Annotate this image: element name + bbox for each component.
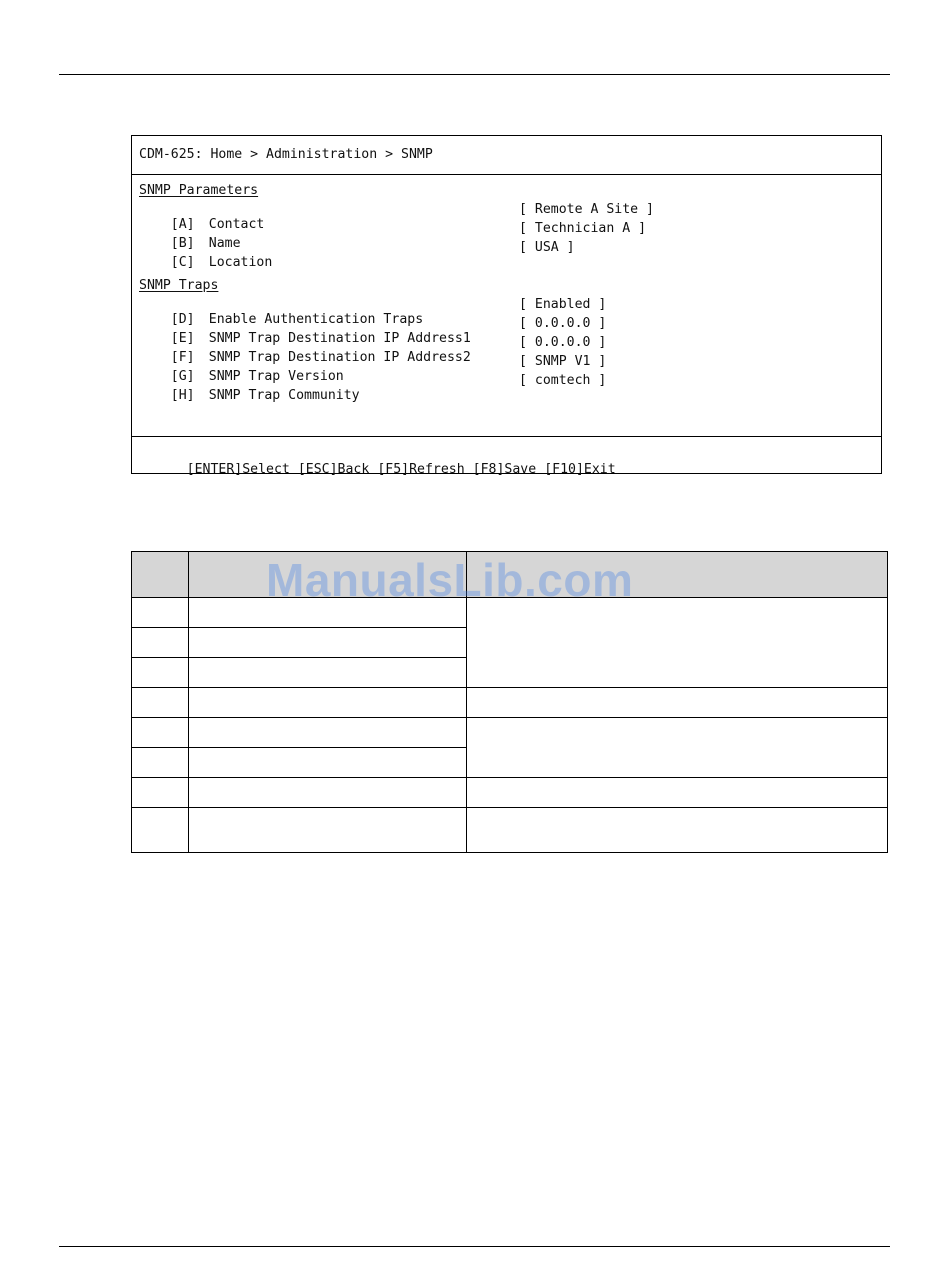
menu-item-trap-community[interactable] — [139, 373, 874, 403]
table-cell — [189, 718, 467, 748]
footer-key-legend — [139, 447, 624, 492]
snmp-terminal-screen — [131, 135, 882, 477]
table-cell — [132, 748, 189, 778]
menu-item-location[interactable] — [139, 240, 874, 270]
table-header-row — [132, 552, 888, 598]
menu-label: Location — [208, 255, 273, 270]
table-cell — [132, 718, 189, 748]
table-cell — [467, 718, 888, 778]
table-cell — [132, 628, 189, 658]
table-cell — [189, 628, 467, 658]
table-cell — [189, 688, 467, 718]
menu-item-trap-dest-ip1[interactable] — [139, 316, 874, 346]
menu-key: [C] — [170, 255, 195, 270]
section-title-snmp-traps: SNMP Traps — [139, 278, 219, 293]
menu-key: [F] — [170, 350, 195, 365]
menu-value: [ SNMP V1 ] — [519, 354, 607, 369]
table-cell — [132, 808, 189, 853]
footer-key-esc[interactable]: [ESC]Back — [297, 462, 370, 477]
footer-key-enter[interactable]: [ENTER]Select — [186, 462, 290, 477]
table-header-cell — [189, 552, 467, 598]
terminal-header — [132, 136, 881, 175]
menu-value: [ USA ] — [519, 240, 575, 255]
menu-key: [G] — [170, 369, 195, 384]
table-row — [132, 598, 888, 628]
terminal-footer — [132, 436, 881, 477]
menu-value: [ 0.0.0.0 ] — [519, 335, 607, 350]
menu-key: [H] — [170, 388, 195, 403]
table-cell — [189, 658, 467, 688]
footer-key-save[interactable]: [F8]Save — [472, 462, 537, 477]
table-cell — [132, 688, 189, 718]
table-cell — [189, 748, 467, 778]
table-row — [132, 778, 888, 808]
menu-label: SNMP Trap Destination IP Address2 — [208, 350, 471, 365]
menu-key: [D] — [170, 312, 195, 327]
table-row — [132, 718, 888, 748]
menu-value: [ 0.0.0.0 ] — [519, 316, 607, 331]
menu-label: SNMP Trap Community — [208, 388, 360, 403]
menu-label: Contact — [208, 217, 265, 232]
table-cell — [467, 778, 888, 808]
menu-label: SNMP Trap Version — [208, 369, 344, 384]
section-title-snmp-parameters: SNMP Parameters — [139, 183, 259, 198]
table-cell — [189, 598, 467, 628]
table-cell — [467, 688, 888, 718]
table-cell — [132, 658, 189, 688]
table-cell — [189, 778, 467, 808]
table-row — [132, 808, 888, 853]
footer-key-exit[interactable]: [F10]Exit — [544, 462, 616, 477]
table-cell — [132, 598, 189, 628]
menu-label: SNMP Trap Destination IP Address1 — [208, 331, 471, 346]
menu-key: [E] — [170, 331, 195, 346]
table-cell — [467, 808, 888, 853]
table-header-cell — [132, 552, 189, 598]
menu-value: [ Technician A ] — [519, 221, 647, 236]
header-rule — [59, 74, 890, 75]
reference-table — [131, 551, 888, 853]
footer-key-refresh[interactable]: [F5]Refresh — [377, 462, 465, 477]
table-row — [132, 688, 888, 718]
menu-key: [A] — [170, 217, 195, 232]
menu-value: [ Enabled ] — [519, 297, 607, 312]
menu-label: Enable Authentication Traps — [208, 312, 424, 327]
table-cell — [467, 598, 888, 688]
menu-key: [B] — [170, 236, 195, 251]
table-cell — [132, 778, 189, 808]
menu-value: [ Remote A Site ] — [519, 202, 654, 217]
watermark: ManualsLib.com — [266, 554, 634, 606]
table-cell — [189, 808, 467, 853]
menu-label: Name — [208, 236, 241, 251]
menu-value: [ comtech ] — [519, 373, 607, 388]
breadcrumb: CDM-625: Home > Administration > SNMP — [139, 147, 433, 162]
footer-rule — [59, 1246, 890, 1247]
table-header-cell — [467, 552, 888, 598]
